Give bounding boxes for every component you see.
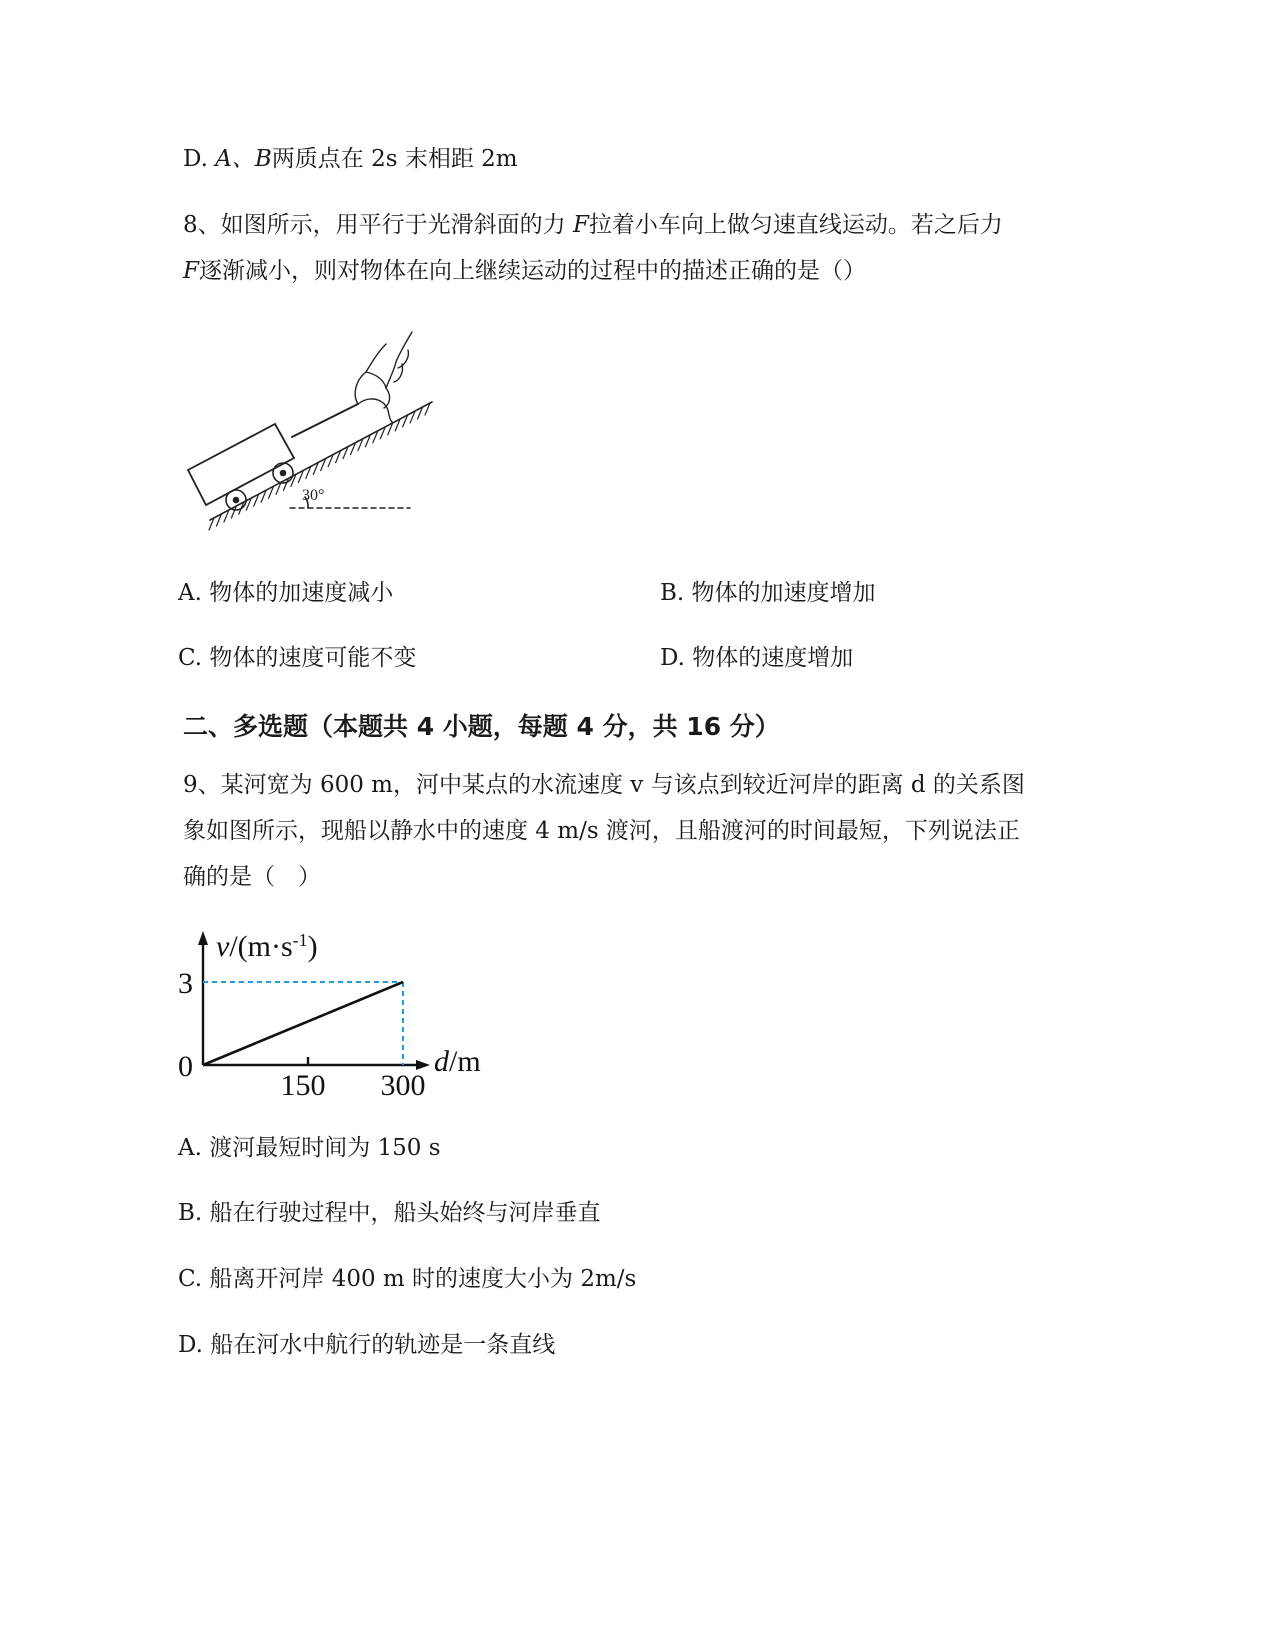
y-axis-label-var: v — [216, 930, 230, 963]
svg-text:v/(m·s-1) — [216, 930, 318, 963]
hand-icon — [355, 332, 412, 422]
q8-stem-line1 — [183, 210, 1003, 240]
q9-stem-line3: 确的是（ ） — [183, 864, 321, 890]
origin-label: 0 — [178, 1050, 193, 1083]
q8-stem-line2-text: 逐渐减小，则对物体在向上继续运动的过程中的描述正确的是（） — [198, 258, 866, 284]
y-axis-arrow — [198, 931, 208, 945]
svg-text:d/m — [434, 1045, 481, 1078]
incline-hatching — [209, 403, 430, 530]
x-tick-label: 300 — [380, 1069, 426, 1102]
angle-label: 30° — [302, 487, 325, 504]
pull-rope — [292, 404, 358, 437]
q9-option-d: D. 船在河水中航行的轨迹是一条直线 — [178, 1332, 556, 1358]
y-tick-label: 3 — [178, 967, 193, 1000]
q8-stem-part2: 拉着小车向上做匀速直线运动。若之后力 — [588, 212, 1003, 238]
q8-option-a: A. 物体的加速度减小 — [178, 580, 394, 606]
q8-var-f2: F — [183, 258, 199, 284]
y-axis-label-unit: /(m·s — [229, 930, 293, 963]
q8-stem-line2 — [183, 256, 866, 286]
q7-option-d-var: A、B — [215, 146, 272, 172]
q9-stem-line1: 9、某河宽为 600 m，河中某点的水流速度 v 与该点到较近河岸的距离 d 的关系图 — [183, 772, 1025, 798]
velocity-distance-chart — [170, 925, 510, 1105]
x-tick-label: 150 — [280, 1069, 326, 1102]
section-heading-multiple-choice: 二、多选题（本题共 4 小题，每题 4 分，共 16 分） — [183, 712, 780, 741]
q9-stem-line2: 象如图所示，现船以静水中的速度 4 m/s 渡河，且船渡河的时间最短，下列说法正 — [183, 818, 1020, 844]
q7-option-d-prefix: D. — [183, 146, 216, 172]
y-axis-label-close: ) — [307, 930, 318, 963]
q7-option-d — [183, 144, 518, 174]
q8-option-d: D. 物体的速度增加 — [660, 645, 854, 671]
q9-option-b: B. 船在行驶过程中，船头始终与河岸垂直 — [178, 1200, 601, 1226]
q7-option-d-text: 两质点在 2s 末相距 2m — [271, 146, 518, 172]
incline-cart-figure — [180, 322, 440, 542]
q8-var-f: F — [572, 212, 589, 238]
q8-option-c: C. 物体的速度可能不变 — [178, 645, 417, 671]
x-axis-label-var: d — [434, 1045, 449, 1078]
q8-option-b: B. 物体的加速度增加 — [660, 580, 876, 606]
y-axis-label-exponent: -1 — [292, 930, 308, 950]
q9-option-c: C. 船离开河岸 400 m 时的速度大小为 2m/s — [178, 1266, 637, 1292]
q9-option-a: A. 渡河最短时间为 150 s — [178, 1135, 441, 1161]
series-line — [203, 982, 403, 1065]
x-axis-label-unit: /m — [449, 1045, 481, 1078]
q8-stem-part1: 8、如图所示，用平行于光滑斜面的力 — [183, 212, 573, 238]
